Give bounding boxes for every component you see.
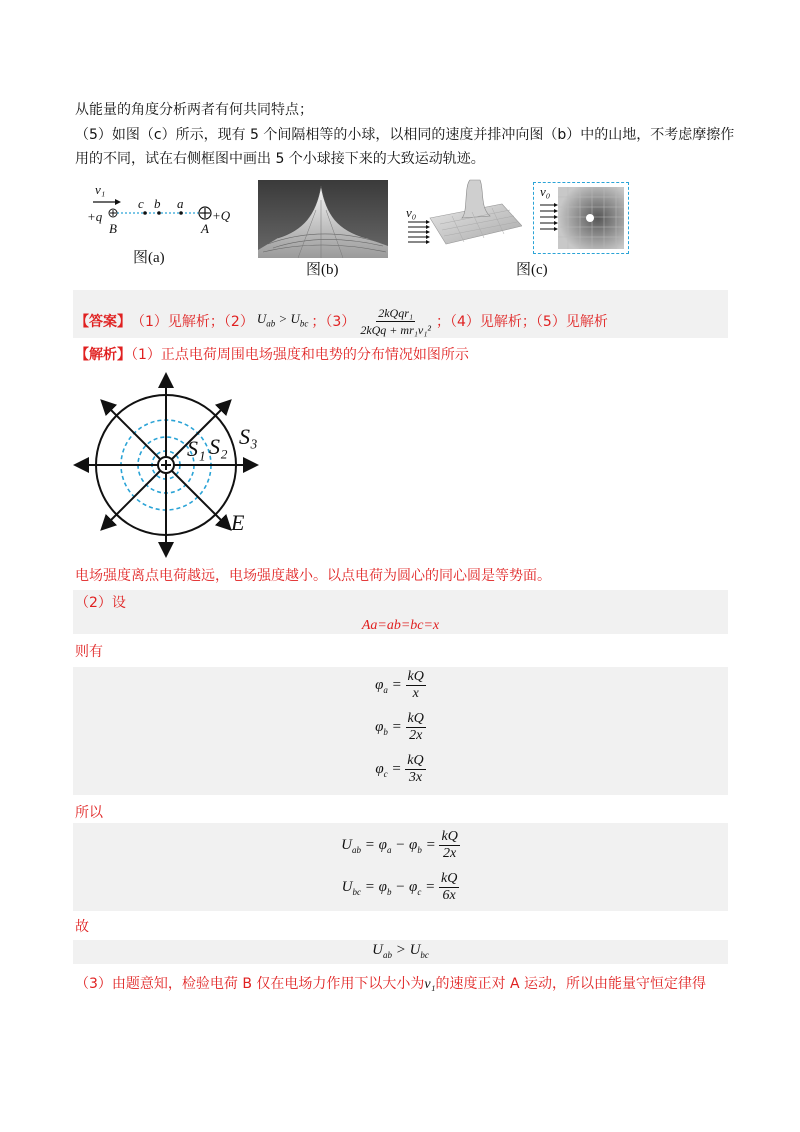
therefore-label: 故 [75, 919, 89, 935]
label-e: E [231, 510, 245, 535]
analysis-part-1: （1）正点电荷周围电场强度和电势的分布情况如图所示 [131, 347, 469, 363]
label-v0-right: v₀ [540, 184, 551, 199]
label-s3: S₃ [239, 424, 258, 449]
figure-a-caption: 图(a) [133, 250, 165, 266]
potentials-block [73, 667, 728, 795]
question-line-2: （5）如图（c）所示，现有 5 个间隔相等的小球，以相同的速度并排冲向图（b）中的山地，不考虑摩擦作 [75, 127, 735, 143]
answer-part-1: （1）见解析；（2） [131, 313, 254, 330]
label-a: a [177, 196, 184, 211]
then-label: 则有 [75, 644, 103, 660]
equation-phi-a: $\varphi_a$ = $\frac{kQ}{x}$ [375, 669, 424, 701]
equation-u-ab: $U_{ab} = \varphi_a - \varphi_b$ = $\frac{kQ}{2x}$ [341, 829, 458, 861]
equation-phi-c: $\varphi_c$ = $\frac{kQ}{3x}$ [375, 753, 424, 785]
analysis-part-3: （3）由题意知，检验电荷 B 仅在电场力作用下以大小为v₁的速度正对 A 运动，所以由能量守恒定律得 [75, 976, 706, 992]
mountain-surface-image [258, 180, 388, 258]
equation-final: $U_{ab} > U_{bc}$ [372, 942, 429, 960]
answer-fraction: $\frac{\text{2kQqr₁}}{\text{2kQq + mr₁v₁²}}$ [360, 306, 432, 337]
analysis-part-2: （2）设 [75, 595, 126, 611]
answer-part-2: ；（3） [311, 313, 356, 330]
label-v0-left: v₀ [406, 205, 417, 220]
question-line-1: 从能量的角度分析两者有何共同特点； [75, 102, 313, 118]
label-plus-q: +q [87, 209, 103, 224]
so-label: 所以 [75, 805, 103, 821]
equation-phi-b: $\varphi_b$ = $\frac{kQ}{2x}$ [375, 711, 424, 743]
label-c: c [138, 196, 144, 211]
figure-c-caption: 图(c) [516, 262, 548, 278]
question-line-3: 用的不同，试在右侧框图中画出 5 个小球接下来的大致运动轨迹。 [75, 151, 485, 167]
final-block [73, 940, 728, 964]
field-diagram [73, 370, 271, 558]
label-B: B [109, 221, 117, 236]
figure-c-box [533, 182, 629, 254]
figure-c-surface [402, 178, 522, 248]
analysis-tag: 【解析】 [75, 347, 131, 363]
label-s2: S₂ [209, 434, 228, 459]
figure-a [85, 180, 235, 270]
answer-tag: 【答案】 [75, 313, 131, 330]
answer-inequality: $U_{ab} > U_{bc}$ [256, 311, 309, 329]
label-A: A [201, 221, 209, 236]
answer-part-3: ；（4）见解析；（5）见解析 [436, 313, 608, 330]
label-s1: S₁ [187, 436, 206, 461]
equation-u-bc: $U_{bc} = \varphi_b - \varphi_c$ = $\frac{kQ}{6x}$ [341, 871, 458, 903]
label-v1: v₁ [95, 182, 106, 197]
analysis-line-1 [75, 344, 469, 366]
equation-distances: Aa=ab=bc=x [361, 618, 440, 633]
voltage-block [73, 823, 728, 911]
label-plus-Q: +Q [212, 208, 231, 223]
answer-line [75, 305, 608, 338]
analysis-conclusion-1: 电场强度离点电荷越远，电场强度越小。以点电荷为圆心的同心圆是等势面。 [75, 568, 551, 584]
figure-b [258, 180, 388, 278]
figure-b-caption: 图(b) [306, 262, 339, 278]
label-b: b [154, 196, 161, 211]
